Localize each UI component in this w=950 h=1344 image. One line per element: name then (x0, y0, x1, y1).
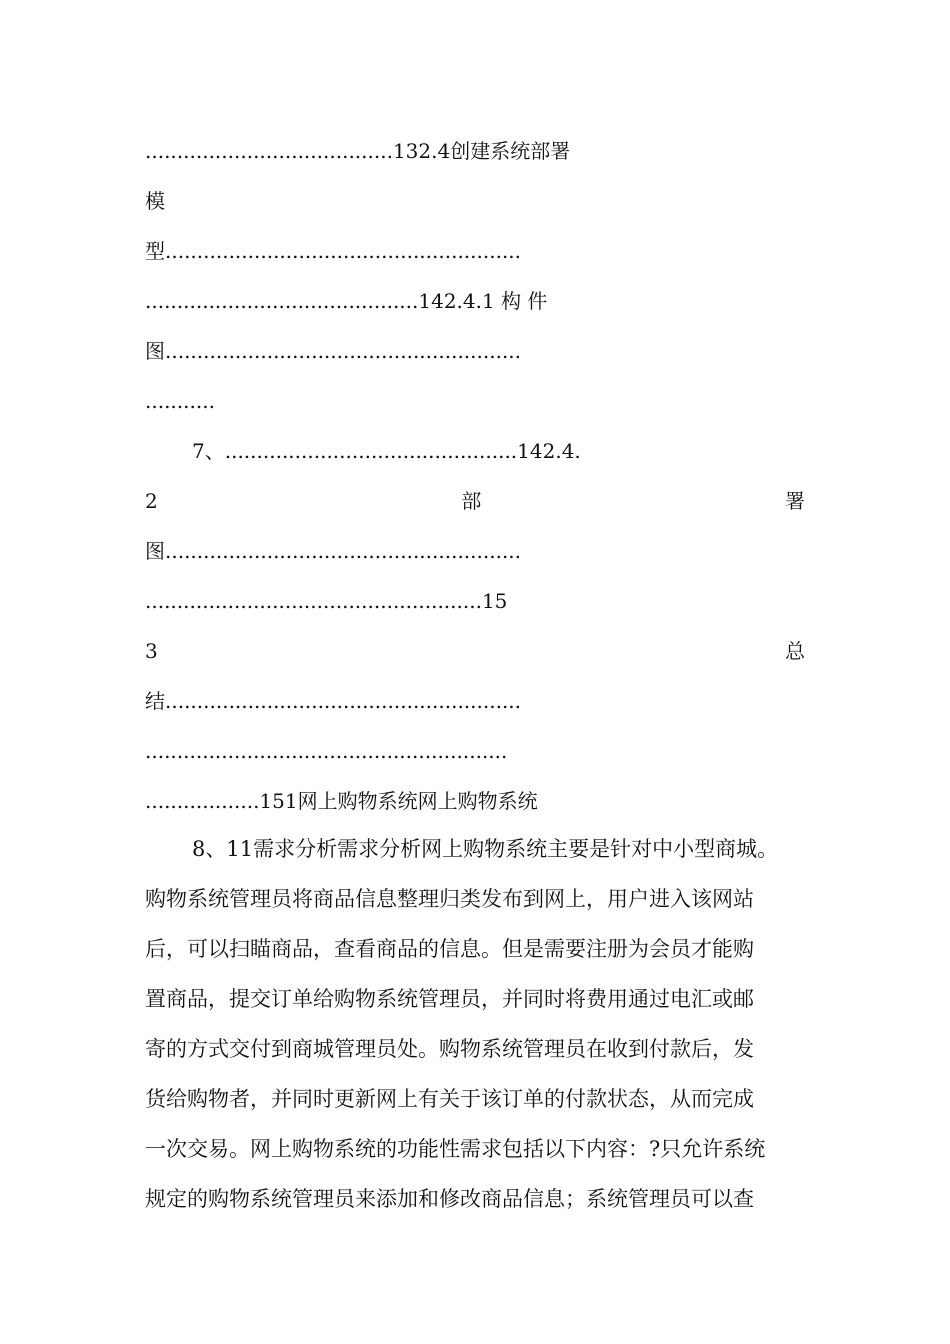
toc-line-14: ..................151网上购物系统网上购物系统 (145, 789, 538, 813)
paragraph-line-7: 一次交易。网上购物系统的功能性需求包括以下内容：?只允许系统 (145, 1137, 766, 1161)
toc-line-8-part-3: 署 (784, 489, 805, 513)
toc-line-8 (145, 486, 805, 516)
paragraph-line-5: 寄的方式交付到商城管理员处。购物系统管理员在收到付款后，发 (145, 1037, 754, 1061)
toc-line-11-part-2: 总 (785, 639, 805, 663)
toc-line-3: 型........................................................ (145, 239, 522, 263)
paragraph-line-6: 货给购物者，并同时更新网上有关于该订单的付款状态，从而完成 (145, 1087, 754, 1111)
toc-line-6: ........... (145, 389, 215, 413)
toc-line-12: 结........................................................ (145, 689, 522, 713)
toc-line-8-part-1: 2 (145, 489, 158, 513)
toc-line-8-part-2: 部 (461, 489, 482, 513)
toc-line-4: ...........................................142.4.1 构 件 (145, 289, 548, 313)
toc-line-2: 模 (145, 189, 165, 213)
toc-line-10: .....................................................15 (145, 589, 508, 613)
toc-line-11-part-1: 3 (145, 639, 158, 663)
toc-line-9: 图........................................................ (145, 539, 522, 563)
paragraph-line-1: 8、11需求分析需求分析网上购物系统主要是针对中小型商城。 (192, 837, 779, 861)
paragraph-line-2: 购物系统管理员将商品信息整理归类发布到网上，用户进入该网站 (145, 887, 754, 911)
toc-line-7: 7、..............................................142.4. (192, 439, 581, 463)
paragraph-line-3: 后，可以扫瞄商品，查看商品的信息。但是需要注册为会员才能购 (145, 937, 754, 961)
toc-line-5: 图........................................................ (145, 339, 522, 363)
toc-line-13: ......................................................... (145, 739, 508, 763)
toc-line-11 (145, 636, 805, 666)
paragraph-line-8: 规定的购物系统管理员来添加和修改商品信息；系统管理员可以查 (145, 1187, 754, 1211)
toc-line-1: .......................................132.4创建系统部署 (145, 139, 571, 163)
paragraph-line-4: 置商品，提交订单给购物系统管理员，并同时将费用通过电汇或邮 (145, 987, 754, 1011)
